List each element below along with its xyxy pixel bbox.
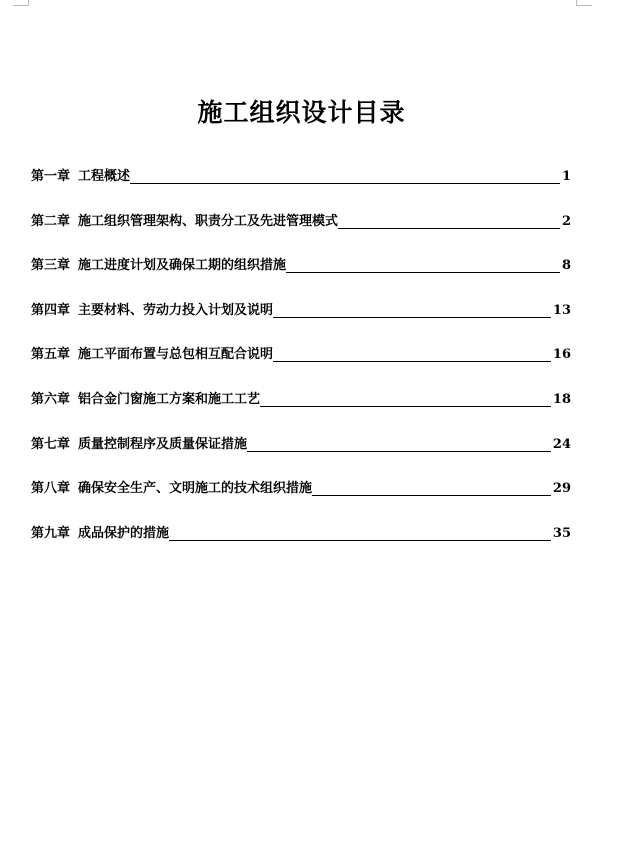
toc-entry-4 [31,276,571,321]
toc-chapter-number: 第四章 [31,302,71,318]
toc-entry-8 [31,455,571,500]
toc-entry-5 [31,321,571,366]
toc-leader-line [169,539,551,541]
toc-page-number: 8 [561,258,571,274]
toc-page-number: 16 [552,347,571,363]
toc-leader-line [130,182,560,184]
crop-mark-top-left [13,0,29,6]
toc-entry-9 [31,499,571,544]
toc-chapter-title: 质量控制程序及质量保证措施 [78,436,248,452]
toc-chapter-number: 第五章 [31,347,71,363]
toc-leader-line [286,271,560,273]
toc-chapter-number: 第九章 [31,525,71,541]
toc-chapter-title: 施工组织管理架构、职责分工及先进管理模式 [78,213,339,229]
toc-page-number: 1 [561,169,571,184]
table-of-contents [31,167,571,544]
toc-page-number: 24 [552,436,571,452]
toc-entry-6 [31,365,571,410]
toc-leader-line [247,450,551,452]
toc-chapter-number: 第三章 [31,258,71,274]
toc-chapter-number: 第一章 [31,169,71,184]
toc-entry-1 [31,167,571,187]
toc-chapter-number: 第八章 [31,481,71,497]
toc-leader-line [338,227,560,229]
toc-chapter-title: 铝合金门窗施工方案和施工工艺 [78,391,261,407]
toc-page-number: 29 [552,481,571,497]
toc-leader-line [312,494,551,496]
document-title: 施工组织设计目录 [197,98,406,127]
toc-entry-7 [31,410,571,455]
toc-page-number: 18 [552,391,571,407]
toc-leader-line [273,316,551,318]
toc-leader-line [260,405,551,407]
toc-chapter-number: 第七章 [31,436,71,452]
toc-chapter-title: 确保安全生产、文明施工的技术组织措施 [78,481,313,497]
toc-chapter-title: 主要材料、劳动力投入计划及说明 [78,302,274,318]
crop-mark-top-right [576,0,592,6]
toc-chapter-title: 成品保护的措施 [78,525,170,541]
toc-page-number: 13 [552,302,571,318]
toc-page-number: 35 [552,525,571,541]
toc-entry-2 [31,187,571,232]
toc-chapter-number: 第二章 [31,213,71,229]
toc-page-number: 2 [561,213,571,229]
toc-chapter-title: 施工平面布置与总包相互配合说明 [78,347,274,363]
toc-chapter-title: 施工进度计划及确保工期的组织措施 [78,258,287,274]
toc-chapter-title: 工程概述 [78,169,131,184]
toc-chapter-number: 第六章 [31,391,71,407]
toc-leader-line [273,360,551,362]
toc-entry-3 [31,232,571,277]
